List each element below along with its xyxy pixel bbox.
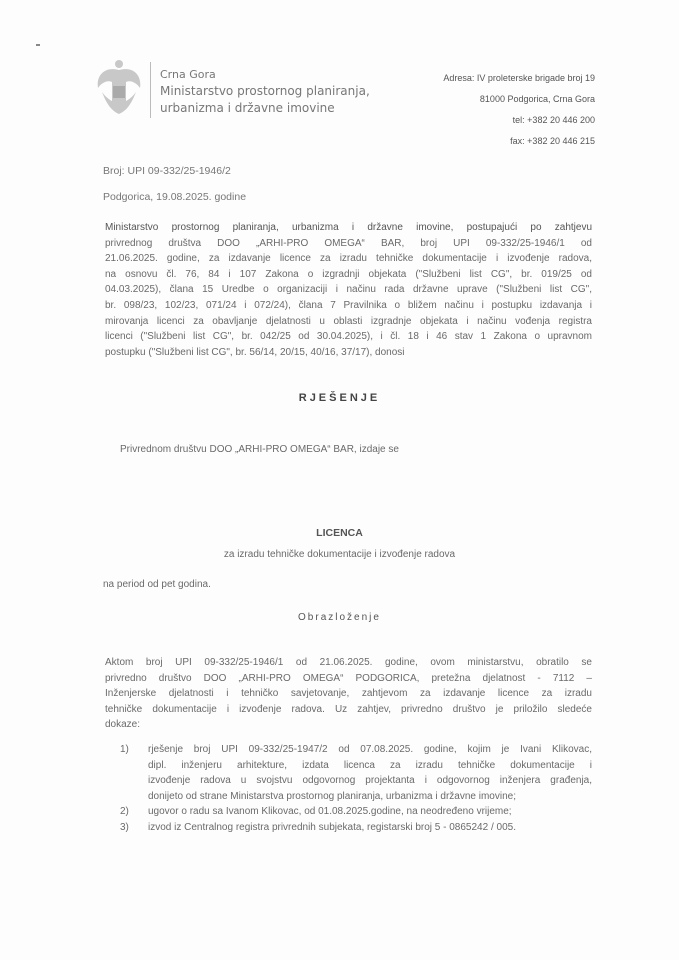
reasoning-line: dokaze: bbox=[105, 719, 141, 731]
country-name: Crna Gora bbox=[160, 68, 216, 81]
reasoning-paragraph bbox=[105, 655, 592, 733]
intro-line: postupku ("Službeni list CG", br. 56/14, 20/15, 40/16, 37/17), donosi bbox=[105, 346, 405, 358]
item-line: izvod iz Centralnog registra privrednih subjekata, registarski broj 5 - 0865242 / 005. bbox=[148, 821, 516, 833]
address: Adresa: IV proleterske brigade broj 19 bbox=[443, 73, 595, 83]
intro-line: mirovanja licenci za obavljanje djelatnosti u oblasti izgradnje objekata i načinu vođenja registra bbox=[105, 315, 592, 327]
item-line: donijeto od strane Ministarstva prostornog planiranja, urbanizma i državne imovine; bbox=[148, 790, 516, 802]
document-date: Podgorica, 19.08.2025. godine bbox=[103, 191, 247, 203]
license-subtitle: za izradu tehničke dokumentacije i izvođenje radova bbox=[223, 549, 456, 560]
intro-line: Ministarstvo prostornog planiranja, urbanizma i državne imovine, postupajući po zahtjevu bbox=[105, 222, 592, 233]
item-line: dipl. inženjeru arhitekture, izdata licenca za izradu tehničke dokumentacije i bbox=[148, 759, 592, 771]
reasoning-line: privredno društvo DOO „ARHI-PRO OMEGA“ PODGORICA, pretežna djelatnost - 7112 – bbox=[105, 672, 592, 684]
intro-line: 21.06.2025. godine, za izdavanje licence za izradu tehničke dokumentacije i izvođenje radova, bbox=[105, 253, 592, 265]
reasoning-line: Aktom broj UPI 09-332/25-1946/1 od 21.06.2025. godine, ovom ministarstvu, obratilo se bbox=[105, 657, 592, 668]
item-line: izvođenje radova u svojstvu odgovornog projektanta i odgovornog inženjera građenja, bbox=[148, 775, 592, 787]
intro-line: privrednog društva DOO „ARHI-PRO OMEGA“ BAR, broj UPI 09-332/25-1946/1 od bbox=[105, 237, 592, 249]
intro-line: br. 098/23, 102/23, 071/24 i 072/24), člana 7 Pravilnika o bližem načinu i postupku izdavanja i bbox=[105, 299, 592, 311]
decision-title: RJEŠENJE bbox=[298, 392, 381, 404]
item-number: 2) bbox=[120, 806, 129, 818]
ministry-name bbox=[160, 66, 370, 117]
intro-line: na osnovu čl. 76, 84 i 107 Zakona o izgradnji objekata ("Službeni list CG", br. 019/25 od bbox=[105, 268, 592, 280]
license-title: LICENCA bbox=[316, 527, 363, 539]
item-number: 3) bbox=[120, 821, 129, 833]
decision-text: Privrednom društvu DOO „ARHI-PRO OMEGA“ BAR, izdaje se bbox=[120, 444, 399, 455]
ministry-line-2: urbanizma i državne imovine bbox=[160, 101, 335, 115]
reasoning-line: Inženjerske djelatnosti i tehničko savjetovanje, zahtjevom za izdavanje licence za izradu bbox=[105, 688, 592, 700]
license-period: na period od pet godina. bbox=[103, 579, 211, 590]
reasoning-title: Obrazloženje bbox=[298, 612, 381, 623]
phone: tel: +382 20 446 200 bbox=[512, 115, 595, 125]
evidence-list bbox=[120, 742, 592, 836]
ministry-line-1: Ministarstvo prostornog planiranja, bbox=[160, 84, 370, 98]
contact-block bbox=[443, 73, 595, 157]
reasoning-line: tehničke dokumentacije i izvođenje radova. Uz zahtjev, privredno društvo je priložilo sledeće bbox=[105, 703, 592, 715]
item-line: rješenje broj UPI 09-332/25-1947/2 od 07.08.2025. godine, kojim je Ivani Klikovac, bbox=[148, 744, 592, 755]
fax: fax: +382 20 446 215 bbox=[510, 136, 595, 146]
intro-line: licenci ("Službeni list CG", br. 042/25 od 30.04.2025), i čl. 18 i 46 stav 1 Zakona o upravnom bbox=[105, 331, 592, 343]
intro-paragraph bbox=[105, 220, 592, 360]
scan-mark bbox=[36, 44, 40, 46]
evidence-item bbox=[120, 804, 592, 820]
header-divider bbox=[150, 62, 151, 118]
coat-of-arms-logo bbox=[92, 58, 146, 118]
reference-number: Broj: UPI 09-332/25-1946/2 bbox=[103, 165, 231, 177]
evidence-item bbox=[120, 820, 592, 836]
item-number: 1) bbox=[120, 744, 129, 755]
item-line: ugovor o radu sa Ivanom Klikovac, od 01.08.2025.godine, na neodređeno vrijeme; bbox=[148, 806, 512, 818]
city: 81000 Podgorica, Crna Gora bbox=[479, 94, 595, 104]
evidence-item bbox=[120, 742, 592, 804]
intro-line: 04.03.2025), člana 15 Uredbe o organizaciji i načinu rada državne uprave ("Službeni list CG", bbox=[105, 284, 592, 296]
